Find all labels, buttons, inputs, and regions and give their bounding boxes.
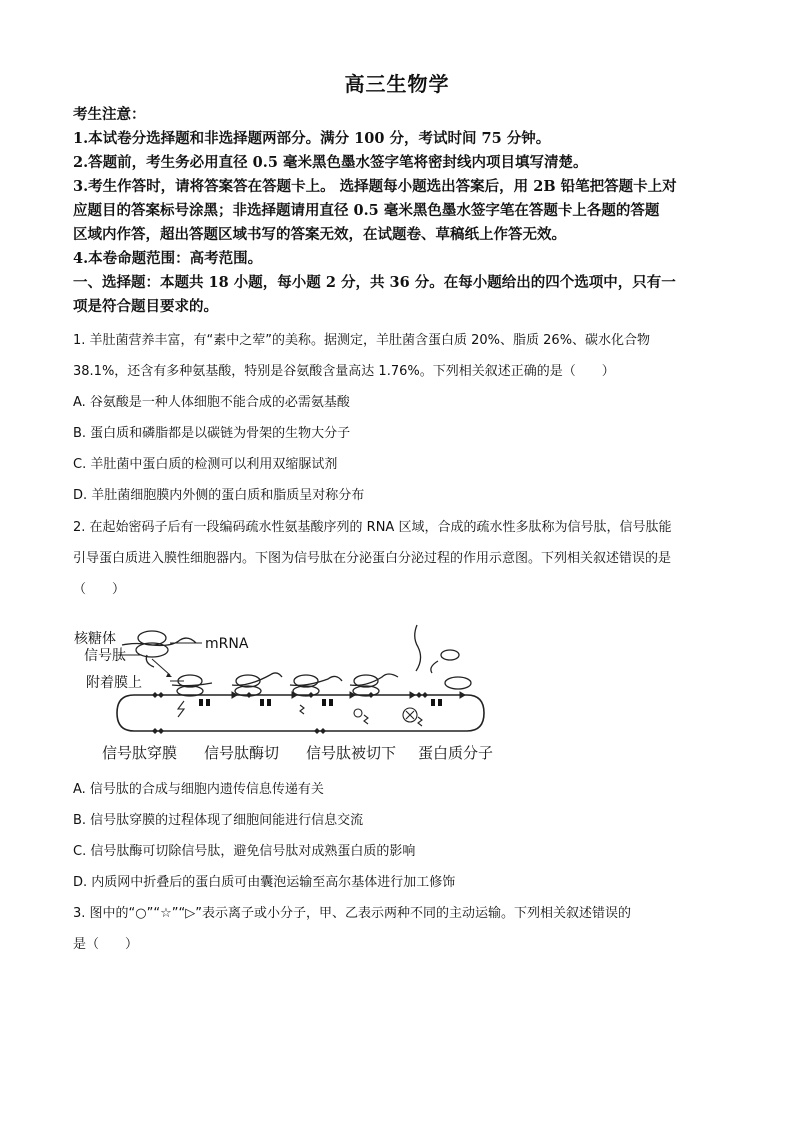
signal-peptidase [199,699,442,706]
question-stem: 38.1%，还含有多种氨基酸，特别是谷氨酸含量高达 1.76%。下列相关叙述正确的是（ ） [73,364,615,379]
section-heading: 一、选择题：本题共 18 小题，每小题 2 分，共 36 分。在每小题给出的四个选项中，只有一 [73,274,676,291]
peptide-in-lumen [178,701,422,726]
page-title: 高三生物学 [344,72,450,96]
question-stem: 引导蛋白质进入膜性细胞器内。下图为信号肽在分泌蛋白分泌过程的作用示意图。下列相关叙述错误的是 [73,551,672,566]
notice-line: 应题目的答案标号涂黑；非选择题请用直径 0.5 毫米黑色墨水签字笔在答题卡上各题的答题 [73,202,660,219]
notice-heading: 考生注意： [73,106,146,123]
attached-ribosomes [172,673,398,696]
exam-notice [73,103,723,319]
option-b: B. 蛋白质和磷脂都是以碳链为骨架的生物大分子 [73,426,351,441]
question-2 [73,512,725,605]
question-stem: 2. 在起始密码子后有一段编码疏水性氨基酸序列的 RNA 区域，合成的疏水性多肽称为信号肽，信号肽能 [73,520,672,535]
question-stem: （ ） [73,582,126,597]
option-d: D. 羊肚菌细胞膜内外侧的蛋白质和脂质呈对称分布 [73,488,365,503]
notice-line: 1.本试卷分选择题和非选择题两部分。满分 100 分，考试时间 75 分钟。 [73,130,551,147]
er-membrane [117,695,484,731]
notice-line: 2.答题前，考生务必用直径 0.5 毫米黑色墨水签字笔将密封线内项目填写清楚。 [73,154,588,171]
option-c: C. 羊肚菌中蛋白质的检测可以利用双缩脲试剂 [73,457,338,472]
label-signal-peptide: 信号肽 [84,648,126,664]
option-d: D. 内质网中折叠后的蛋白质可由囊泡运输至高尔基体进行加工修饰 [73,875,456,890]
question-3-stem: 是（ ） [73,937,139,952]
option-a: A. 谷氨酸是一种人体细胞不能合成的必需氨基酸 [73,395,350,410]
label-step-4: 蛋白质分子 [418,744,494,762]
label-mrna: mRNA [205,636,249,652]
label-step-1: 信号肽穿膜 [102,744,178,762]
option-c: C. 信号肽酶可切除信号肽，避免信号肽对成熟蛋白质的影响 [73,844,416,859]
label-step-2: 信号肽酶切 [204,744,280,762]
label-attach: 附着膜上 [86,675,142,691]
question-1 [73,325,725,511]
option-a: A. 信号肽的合成与细胞内遗传信息传递有关 [73,782,324,797]
label-ribosome: 核糖体 [74,631,116,647]
signal-peptide-diagram [72,615,512,775]
notice-line: 区域内作答，超出答题区域书写的答案无效，在试题卷、草稿纸上作答无效。 [73,226,566,243]
arrow [152,659,170,675]
question-2-options [73,774,725,960]
notice-line: 4.本卷命题范围：高考范围。 [73,250,263,267]
label-step-3: 信号肽被切下 [306,744,397,762]
section-heading: 项是符合题目要求的。 [73,298,218,315]
notice-line: 3.考生作答时，请将答案答在答题卡上。 选择题每小题选出答案后，用 2B 铅笔把答题卡上对 [73,178,677,195]
membrane-proteins [152,692,428,734]
question-stem: 1. 羊肚菌营养丰富，有“素中之荤”的美称。据测定，羊肚菌含蛋白质 20%、脂质 26%、碳水化合物 [73,333,651,348]
released-protein [415,625,471,689]
question-3-stem: 3. 图中的“○”“☆”“▷”表示离子或小分子，甲、乙表示两种不同的主动运输。下列相关叙述错误的 [73,906,631,921]
free-ribosome [122,631,196,667]
option-b: B. 信号肽穿膜的过程体现了细胞间能进行信息交流 [73,813,364,828]
